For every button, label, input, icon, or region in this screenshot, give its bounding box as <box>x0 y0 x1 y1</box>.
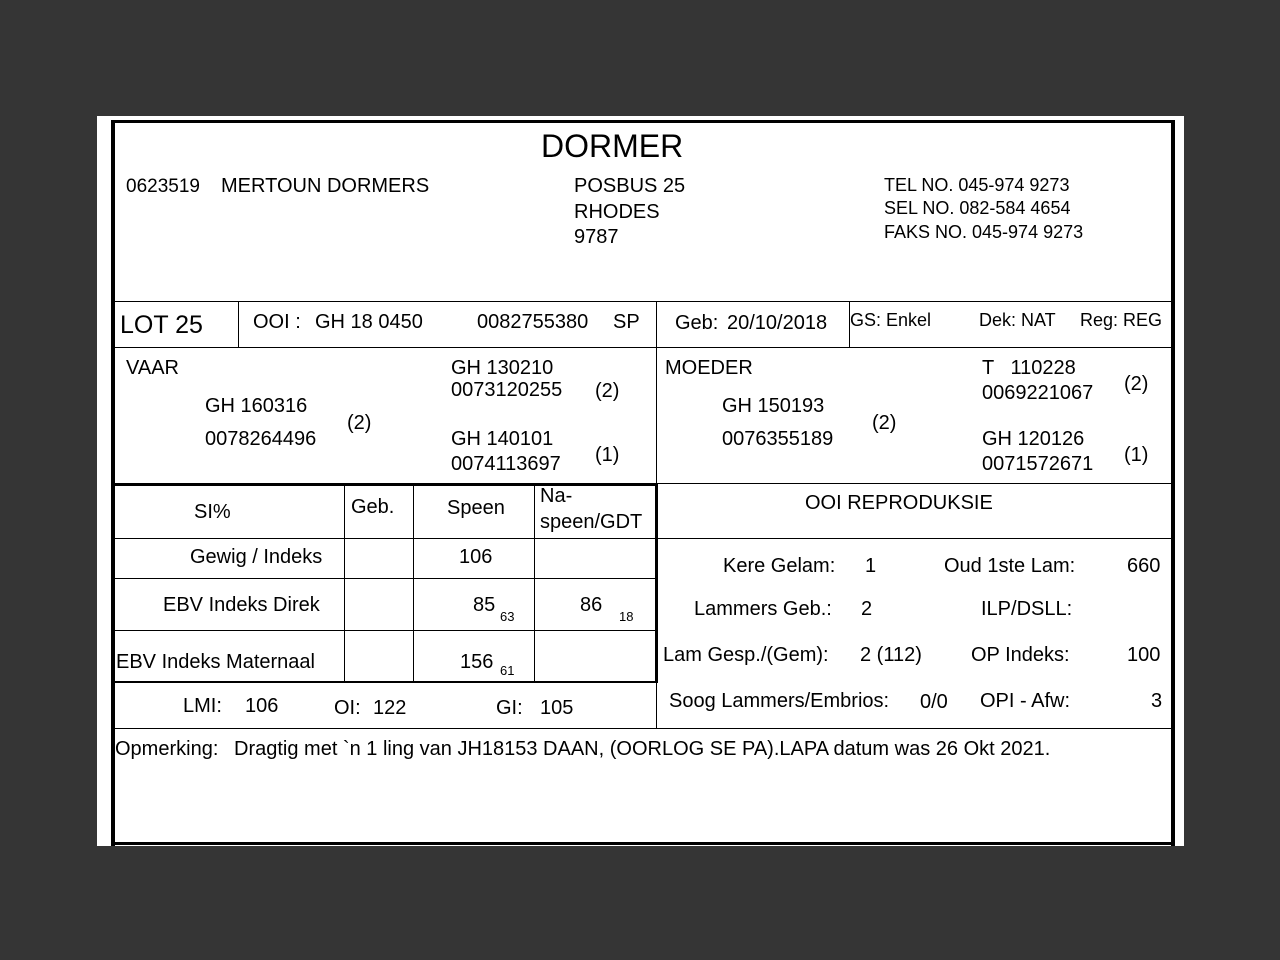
oi-label: OI: <box>334 697 361 719</box>
address-line-1: POSBUS 25 <box>574 175 686 197</box>
vaar-dam-number: 0074113697 <box>451 453 561 475</box>
rule-si-bottom <box>111 681 657 683</box>
gi-label: GI: <box>496 697 523 719</box>
address-line-2: RHODES <box>574 201 660 223</box>
birth-date: 20/10/2018 <box>727 312 828 334</box>
reg-value: Reg: REG <box>1080 310 1163 330</box>
si-row-3-label: EBV Indeks Maternaal <box>116 651 315 673</box>
rule-si-row2 <box>111 630 657 631</box>
gs-value: GS: Enkel <box>850 310 932 330</box>
kere-gelam-label: Kere Gelam: <box>723 555 836 577</box>
remark-text: Dragtig met `n 1 ling van JH18153 DAAN, (OORLOG SE PA).LAPA datum was 26 Okt 2021. <box>234 738 1051 760</box>
si-row-2-speen: 85 <box>473 594 496 616</box>
contact-faks: FAKS NO. 045-974 9273 <box>884 222 1084 242</box>
si-row-2-speen-sub: 63 <box>500 609 515 624</box>
si-header-geb: Geb. <box>351 496 395 518</box>
soog-label: Soog Lammers/Embrios: <box>669 690 890 712</box>
vrule-si-speen <box>534 484 535 682</box>
dek-value: Dek: NAT <box>979 310 1056 330</box>
birth-label: Geb: <box>675 312 719 334</box>
oud-label: Oud 1ste Lam: <box>944 555 1076 577</box>
rule-si-thick-top <box>111 484 657 486</box>
vrule-repro <box>656 683 657 729</box>
si-row-2-label: EBV Indeks Direk <box>163 594 320 616</box>
soog-value: 0/0 <box>920 691 948 713</box>
vrule-si-label <box>344 484 345 682</box>
vaar-number: 0078264496 <box>205 428 317 450</box>
si-header-speen-gdt: speen/GDT <box>540 511 643 533</box>
lammers-geb-value: 2 <box>861 598 873 620</box>
vrule-lot <box>238 301 239 347</box>
rule-repro-title <box>657 538 1173 539</box>
moeder-sire-number: 0069221067 <box>982 382 1094 404</box>
address-line-3: 9787 <box>574 226 619 248</box>
lmi-value: 106 <box>245 695 279 717</box>
si-header-si: SI% <box>194 501 231 523</box>
breeder-name: MERTOUN DORMERS <box>221 175 430 197</box>
si-row-3-speen-sub: 61 <box>500 663 515 678</box>
moeder-dam-id: GH 120126 <box>982 428 1085 450</box>
moeder-count: (2) <box>872 412 897 434</box>
rule-lot <box>111 347 1173 348</box>
vaar-dam-count: (1) <box>595 444 620 466</box>
si-row-2-na: 86 <box>580 594 603 616</box>
opi-value: 3 <box>1151 690 1163 712</box>
moeder-sire-count: (2) <box>1124 373 1149 395</box>
lmi-label: LMI: <box>183 695 222 717</box>
ooi-label: OOI : <box>253 311 301 333</box>
op-label: OP Indeks: <box>971 644 1070 666</box>
si-row-1-speen: 106 <box>459 546 493 568</box>
lot-card <box>97 116 1184 846</box>
ilp-label: ILP/DSLL: <box>981 598 1073 620</box>
vrule-center <box>656 301 657 484</box>
vaar-label: VAAR <box>126 357 179 379</box>
frame-top <box>111 120 1174 123</box>
si-row-2-na-sub: 18 <box>619 609 634 624</box>
vaar-sire-number: 0073120255 <box>451 379 563 401</box>
repro-title: OOI REPRODUKSIE <box>805 492 993 514</box>
rule-si-row1 <box>111 578 657 579</box>
document-title: DORMER <box>541 128 684 164</box>
vaar-sire-id: GH 130210 <box>451 357 554 379</box>
moeder-id: GH 150193 <box>722 395 825 417</box>
ooi-reg-number: 0082755380 <box>477 311 589 333</box>
lam-gesp-value: 2 (112) <box>860 644 922 666</box>
moeder-dam-number: 0071572671 <box>982 453 1094 475</box>
remark-label: Opmerking: <box>115 738 219 760</box>
rule-indices <box>111 728 1173 729</box>
breeder-number: 0623519 <box>126 176 200 197</box>
moeder-label: MOEDER <box>665 357 753 379</box>
ooi-grade: SP <box>613 311 640 333</box>
gi-value: 105 <box>540 697 574 719</box>
si-row-1-label: Gewig / Indeks <box>190 546 323 568</box>
contact-sel: SEL NO. 082-584 4654 <box>884 198 1071 218</box>
moeder-dam-count: (1) <box>1124 444 1149 466</box>
vaar-dam-id: GH 140101 <box>451 428 554 450</box>
moeder-sire-id: T 110228 <box>982 357 1076 379</box>
lam-gesp-label: Lam Gesp./(Gem): <box>663 644 829 666</box>
oi-value: 122 <box>373 697 407 719</box>
frame-bottom <box>111 842 1175 845</box>
rule-header <box>111 301 1173 302</box>
oud-value: 660 <box>1127 555 1161 577</box>
si-header-na: Na- <box>540 485 573 507</box>
op-value: 100 <box>1127 644 1161 666</box>
opi-label: OPI - Afw: <box>980 690 1071 712</box>
moeder-number: 0076355189 <box>722 428 834 450</box>
vrule-si-right <box>655 484 658 683</box>
vrule-si-geb <box>413 484 414 682</box>
si-header-speen: Speen <box>447 497 505 519</box>
kere-gelam-value: 1 <box>865 555 877 577</box>
contact-tel: TEL NO. 045-974 9273 <box>884 175 1070 195</box>
vaar-count: (2) <box>347 412 372 434</box>
lot-label: LOT 25 <box>120 311 203 339</box>
vaar-id: GH 160316 <box>205 395 308 417</box>
rule-si-header <box>111 538 657 539</box>
lammers-geb-label: Lammers Geb.: <box>694 598 832 620</box>
vaar-sire-count: (2) <box>595 380 620 402</box>
si-row-3-speen: 156 <box>460 651 494 673</box>
ooi-id: GH 18 0450 <box>315 311 423 333</box>
